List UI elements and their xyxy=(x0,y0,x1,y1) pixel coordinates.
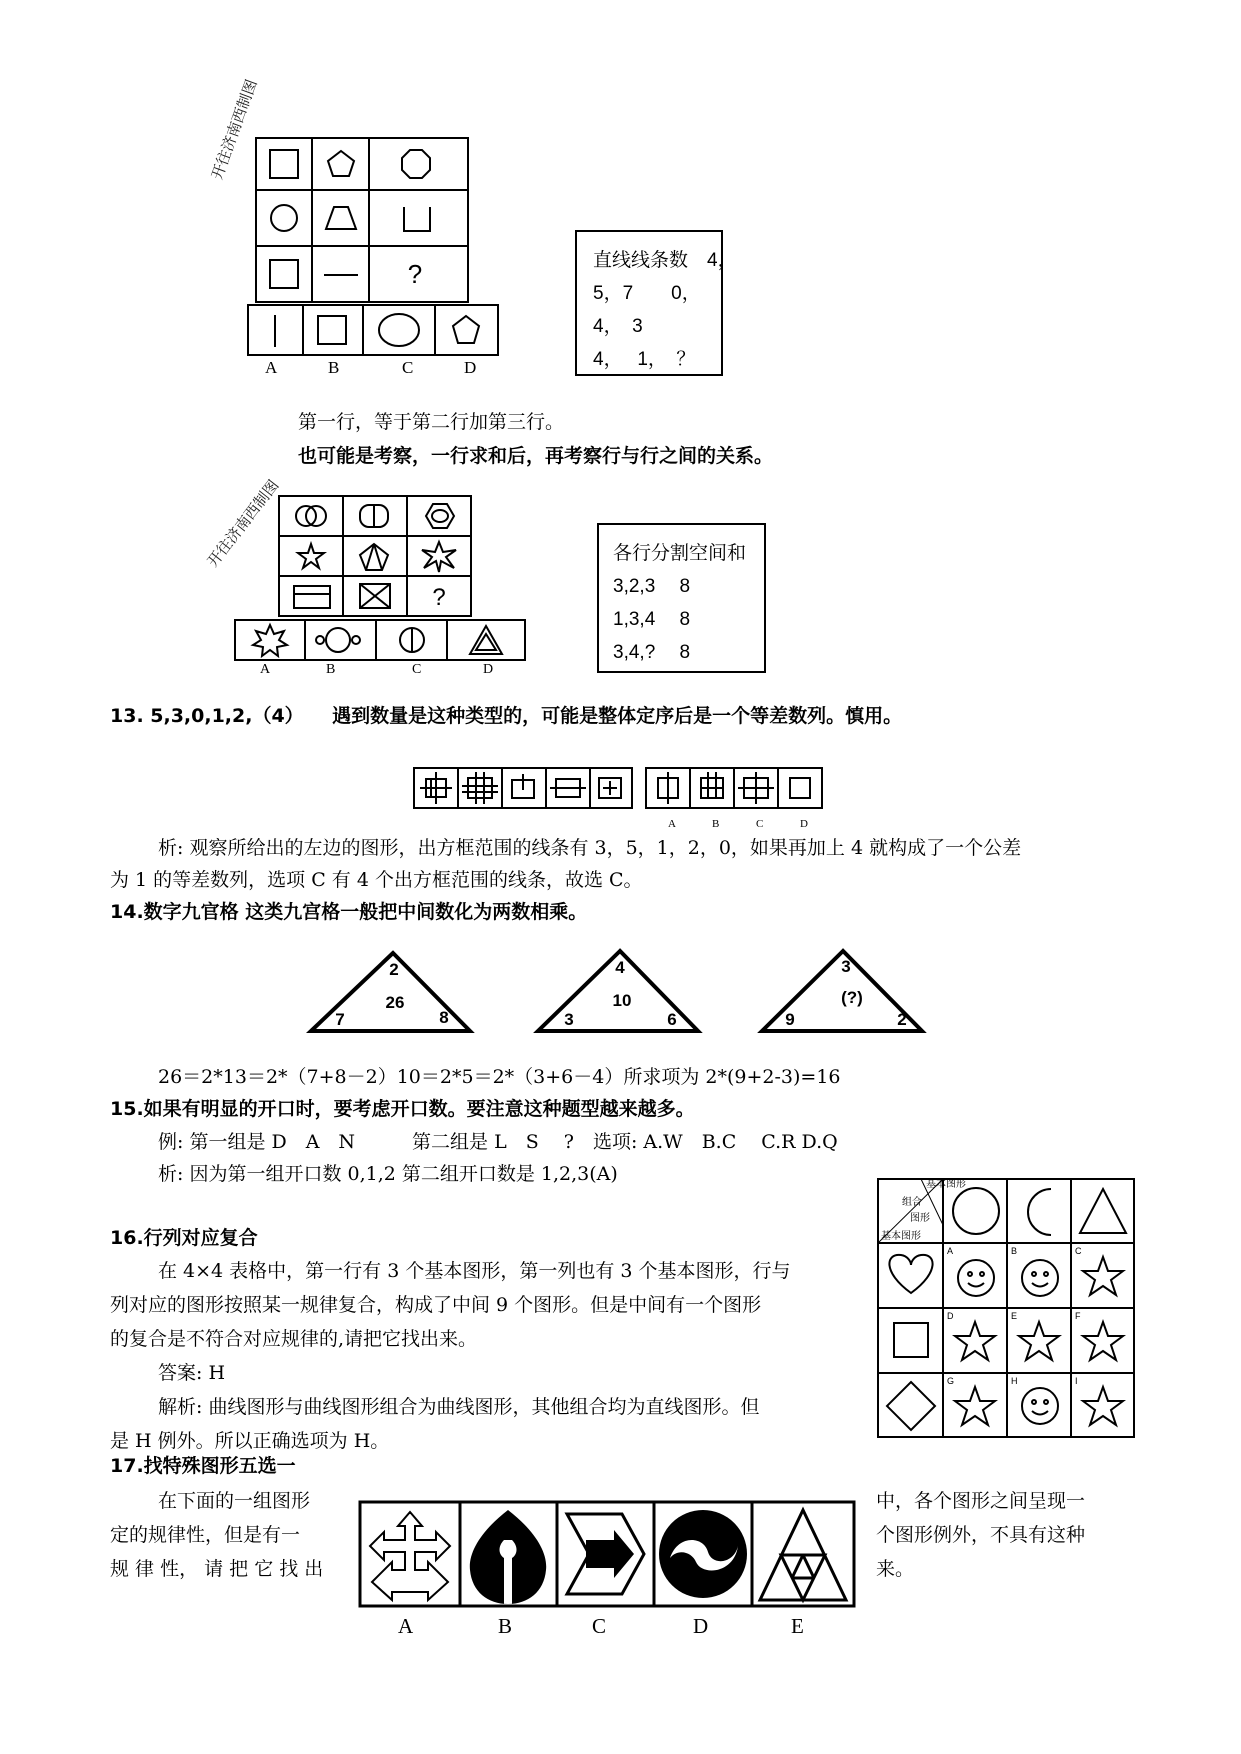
tri1-right: 8 xyxy=(439,1008,449,1027)
triangle-shape xyxy=(760,1510,846,1600)
fig2-watermark: 开往济南西制图 xyxy=(203,476,283,571)
square-shape-2 xyxy=(270,260,298,288)
fig1-label-b: B xyxy=(328,358,340,377)
fig2-label-b: B xyxy=(326,662,336,677)
cell-letter-i: I xyxy=(1075,1376,1078,1386)
q14-title: 14.数字九官格 这类九宫格一般把中间数化为两数相乘。 xyxy=(110,901,588,923)
q17-right-line3: 来。 xyxy=(876,1558,915,1580)
grid-header-middle-right: 图形 xyxy=(910,1213,930,1224)
q16-p2-line1: 解析: 曲线图形与曲线图形组合为曲线图形，其他组合均为直线图形。但 xyxy=(158,1396,760,1418)
note-line: 4， 3 xyxy=(593,316,643,337)
q17-label-d: D xyxy=(693,1614,709,1638)
tri3-left: 9 xyxy=(785,1010,795,1029)
cell-letter-f: F xyxy=(1075,1311,1081,1321)
q15-example: 例: 第一组是 D A N 第二组是 L S ? 选项: A.W B.C C.R D.Q xyxy=(158,1131,838,1153)
fig1-options xyxy=(245,303,505,363)
q13-label-b: B xyxy=(712,818,720,830)
q13-label-c: C xyxy=(756,818,764,830)
drop-shape xyxy=(470,1510,546,1604)
arrows-shape xyxy=(370,1512,450,1600)
circle-shape xyxy=(271,205,297,231)
q13-analysis-line2: 为 1 的等差数列，选项 C 有 4 个出方框范围的线条，故选 C。 xyxy=(110,869,643,891)
q17-label-a: A xyxy=(398,1614,414,1638)
fig1-label-c: C xyxy=(402,358,414,377)
q13-figures xyxy=(410,764,830,814)
fig1-watermark: 开往济南西制图 xyxy=(207,77,261,182)
q16-p1-line3: 的复合是不符合对应规律的,请把它找出来。 xyxy=(110,1328,478,1350)
tri3-top: 3 xyxy=(841,957,851,976)
q17-right-line1: 中，各个图形之间呈现一 xyxy=(876,1490,1086,1512)
q17-right-text xyxy=(876,1484,1085,1586)
tri3-right: 2 xyxy=(897,1010,907,1029)
q16-title: 16.行列对应复合 xyxy=(110,1227,258,1249)
fig2-grid xyxy=(276,494,476,619)
q17-left-line2: 定的规律性，但是有一 xyxy=(110,1524,301,1546)
open-box-shape xyxy=(404,207,430,231)
fig1-label-d: D xyxy=(464,358,477,377)
q13-label-a: A xyxy=(668,818,676,830)
note-line: 3,2,3 8 xyxy=(613,576,691,597)
tri2-right: 6 xyxy=(667,1010,677,1029)
q13-label-d: D xyxy=(800,818,808,830)
fig2-note-box xyxy=(597,523,766,673)
q17-left-line3: 规 律 性， 请 把 它 找 出 xyxy=(110,1558,324,1580)
fig2-options xyxy=(232,618,532,664)
q13-title: 13. 5,3,0,1,2,（4） 遇到数量是这种类型的，可能是整体定序后是一个等差数列。慎用。 xyxy=(110,705,903,727)
q16-answer: 答案: H xyxy=(158,1362,226,1384)
note-line: 3,4,? 8 xyxy=(613,642,691,663)
arrow-shape xyxy=(586,1530,634,1578)
fig1-label-a: A xyxy=(265,358,278,377)
explain1-line1: 第一行，等于第二行加第三行。 xyxy=(298,411,565,433)
tri2-top: 4 xyxy=(615,958,625,977)
trapezoid-shape xyxy=(326,207,356,229)
fig2-label-d: D xyxy=(483,662,494,677)
fig1-note-box xyxy=(575,230,737,376)
q15-analysis: 析: 因为第一组开口数 0,1,2 第二组开口数是 1,2,3(A) xyxy=(158,1163,618,1185)
tri1-top: 2 xyxy=(389,960,399,979)
cell-letter-d: D xyxy=(947,1311,954,1321)
cell-letter-g: G xyxy=(947,1376,955,1386)
q16-p2-line2: 是 H 例外。所以正确选项为 H。 xyxy=(110,1430,390,1452)
note-line: 直线线条数 4， xyxy=(593,250,737,271)
note-line: 各行分割空间和 xyxy=(613,543,747,564)
q17-figures xyxy=(358,1500,858,1610)
q17-left-line1: 在下面的一组图形 xyxy=(158,1490,311,1512)
cell-letter-h: H xyxy=(1011,1376,1018,1386)
q14-triangles xyxy=(300,945,940,1037)
tri1-center: 26 xyxy=(385,993,405,1012)
q15-title: 15.如果有明显的开口时，要考虑开口数。要注意这种题型越来越多。 xyxy=(110,1098,695,1120)
q16-p1-line2: 列对应的图形按照某一规律复合，构成了中间 9 个图形。但是中间有一个图形 xyxy=(110,1294,762,1316)
fig2-label-a: A xyxy=(260,662,271,677)
tri1-left: 7 xyxy=(335,1010,345,1029)
fig1-grid xyxy=(250,135,475,305)
note-line: 5，7 0， xyxy=(593,283,701,304)
grid-header-middle-left: 组合 xyxy=(902,1197,922,1208)
q17-label-b: B xyxy=(498,1614,513,1638)
q16-paragraph xyxy=(110,1254,862,1458)
square-shape xyxy=(270,150,298,178)
q17-title: 17.找特殊图形五选一 xyxy=(110,1455,296,1477)
grid-header-top-right: 基本图形 xyxy=(926,1179,966,1190)
fig1-question-mark: ? xyxy=(407,259,423,289)
fig2-label-c: C xyxy=(412,662,422,677)
q16-grid xyxy=(876,1177,1138,1441)
tri2-left: 3 xyxy=(564,1010,574,1029)
yin-yang-shape xyxy=(659,1510,747,1598)
q16-p1-line1: 在 4×4 表格中，第一行有 3 个基本图形，第一列也有 3 个基本图形，行与 xyxy=(158,1260,791,1282)
cell-letter-e: E xyxy=(1011,1311,1018,1321)
note-line: 4， 1， ？ xyxy=(593,349,696,370)
q14-formula: 26＝2*13＝2*（7+8－2）10＝2*5＝2*（3+6－4）所求项为 2*(9+2-3)=16 xyxy=(158,1066,841,1088)
octagon-shape xyxy=(402,150,430,178)
cell-letter-a: A xyxy=(947,1246,954,1256)
q17-label-e: E xyxy=(791,1614,804,1638)
grid-header-bottom-left: 基本图形 xyxy=(881,1231,921,1242)
q13-analysis-line1: 析: 观察所给出的左边的图形，出方框范围的线条有 3，5，1，2，0，如果再加上 4 就构成了一个公差 xyxy=(158,837,1022,859)
explain1-line2: 也可能是考察，一行求和后，再考察行与行之间的关系。 xyxy=(298,445,774,467)
tri2-center: 10 xyxy=(612,991,632,1010)
note-line: 1,3,4 8 xyxy=(613,609,691,630)
q17-left-text xyxy=(110,1484,323,1586)
fig2-question-mark: ? xyxy=(432,584,446,611)
cell-letter-b: B xyxy=(1011,1246,1018,1256)
q17-label-c: C xyxy=(592,1614,607,1638)
tri3-center: (?) xyxy=(841,988,863,1007)
q17-right-line2: 个图形例外，不具有这种 xyxy=(876,1524,1086,1546)
pentagon-shape xyxy=(328,151,354,176)
cell-letter-c: C xyxy=(1075,1246,1082,1256)
